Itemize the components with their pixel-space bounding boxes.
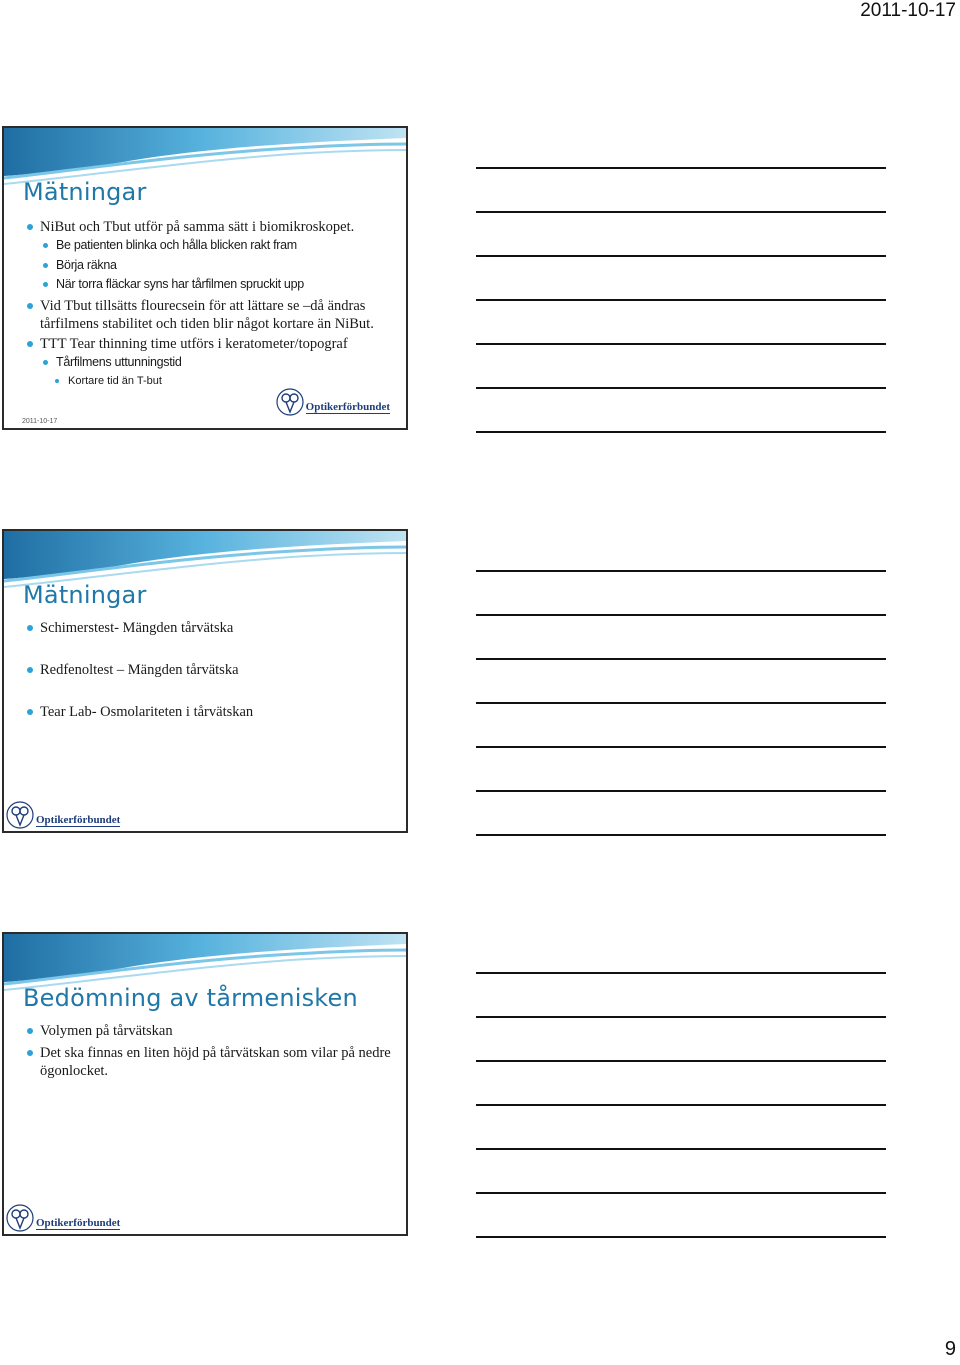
slide-3 <box>2 932 408 1236</box>
logo <box>6 1204 120 1232</box>
list-item: Volymen på tårvätskan <box>24 1022 398 1040</box>
list-item: NiBut och Tbut utför på samma sätt i biomikroskopet. <box>24 218 398 236</box>
slide-2 <box>2 529 408 833</box>
list-item: Schimerstest- Mängden tårvätska <box>24 619 398 637</box>
note-line <box>476 834 886 836</box>
note-line <box>476 255 886 257</box>
bullet-list <box>24 1022 398 1080</box>
note-line <box>476 1236 886 1238</box>
note-line <box>476 1060 886 1062</box>
list-item: Tårfilmens uttunningstid <box>40 353 398 373</box>
slide-title: Mätningar <box>23 178 147 206</box>
logo <box>6 801 120 829</box>
logo-text: Optikerförbundet <box>36 814 121 826</box>
list-item: Kortare tid än T-but <box>52 372 398 390</box>
note-line <box>476 343 886 345</box>
logo-text: Optikerförbundet <box>305 401 390 413</box>
note-line <box>476 299 886 301</box>
note-line <box>476 746 886 748</box>
list-item: Tear Lab- Osmolariteten i tårvätskan <box>24 703 398 721</box>
notes-lines-3 <box>476 972 886 1280</box>
notes-lines-1 <box>476 167 886 475</box>
note-line <box>476 658 886 660</box>
note-line <box>476 1148 886 1150</box>
note-line <box>476 570 886 572</box>
list-item: När torra fläckar syns har tårfilmen spruckit upp <box>40 275 398 295</box>
note-line <box>476 1192 886 1194</box>
note-line <box>476 167 886 169</box>
note-line <box>476 790 886 792</box>
note-line <box>476 1016 886 1018</box>
note-line <box>476 387 886 389</box>
page-number: 9 <box>944 1338 956 1360</box>
logo-text: Optikerförbundet <box>36 1217 121 1229</box>
note-line <box>476 614 886 616</box>
list-item: Be patienten blinka och hålla blicken rakt fram <box>40 236 398 256</box>
slide-1 <box>2 126 408 430</box>
note-line <box>476 702 886 704</box>
slide-date: 2011-10-17 <box>22 418 58 425</box>
slide-title: Bedömning av tårmenisken <box>23 984 358 1012</box>
note-line <box>476 431 886 433</box>
bullet-list <box>24 619 398 721</box>
header-date: 2011-10-17 <box>860 0 956 21</box>
list-item: Börja räkna <box>40 256 398 276</box>
bullet-list <box>24 218 398 390</box>
optikerforbundet-logo-icon <box>6 1204 34 1232</box>
logo <box>276 388 390 416</box>
note-line <box>476 972 886 974</box>
list-item: TTT Tear thinning time utförs i keratometer/topograf <box>24 335 398 353</box>
optikerforbundet-logo-icon <box>276 388 304 416</box>
list-item: Redfenoltest – Mängden tårvätska <box>24 661 398 679</box>
slide-title: Mätningar <box>23 581 147 609</box>
list-item: Det ska finnas en liten höjd på tårvätskan som vilar på nedre ögonlocket. <box>24 1044 398 1080</box>
note-line <box>476 1104 886 1106</box>
notes-lines-2 <box>476 570 886 878</box>
note-line <box>476 211 886 213</box>
list-item: Vid Tbut tillsätts flourecsein för att lättare se –då ändras tårfilmens stabilitet och tiden blir något kortare än NiBut. <box>24 297 398 333</box>
optikerforbundet-logo-icon <box>6 801 34 829</box>
